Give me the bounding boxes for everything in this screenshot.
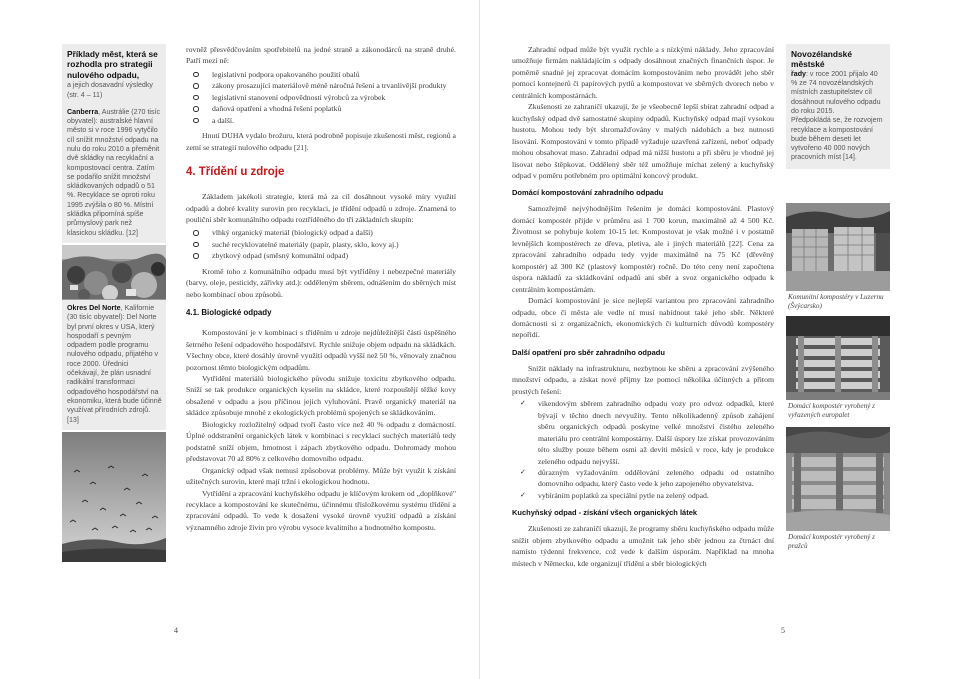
sorting-paragraph: Vytřídění materiálů biologického původu snižuje toxicitu zbytkového odpadu. Sníží se tak produkce organických kyselin na skládce, které rozpouštějí těžké kovy obsažené v odpadu a jsou příčinou jejich vyluhování. Pravě organický materiál na skládce způsobuje mnohé z ekologických problémů spojených se skládkováním. (186, 373, 456, 418)
cities-info-box (62, 44, 166, 243)
del-norte-text: , Kalifornie (30 tisíc obyvatel): Del Norte byl první okres v USA, který hospodaří s pevným odpadem podle programu nulového odpadu, přijatého v roce 2000. Úřednici očekávají, že plán usnadní radikální transformaci odpadového hospodářství na ekonomiku, která bude účinně využívat přírodních zdrojů. [13] (67, 303, 162, 424)
sidebar-subtitle-line2: (str. 4 – 11) (67, 90, 103, 99)
canberra-paragraph (67, 108, 162, 238)
canberra-text: , Austrálie (270 tisíc obyvatel): australské hlavní město si v roce 1996 vytyčilo cíl snížit množství odpadu na nulu do roku 2010 a přeměnit dvě skládky na recyklační a kompostovací centra. Zatím se podařilo snížit množství skládkovaných odpadů o 51 %. Recyklace se oproti roku 1995 zvýšila o 80 %. Místní skládka připomíná spíše průmyslový park než klasickou skládku. [12] (67, 107, 161, 237)
garden-waste-paragraph: Zahradní odpad může být využit rychle a s nízkými náklady. Jeho zpracování umožňuje firmám nakládajícím s odpady dosáhnout značných finančních úspor. Je poměrně snadné jej zpracovat domácím kompostováním nebo provádět jeho sběr pomocí kontejnerů či papírových pytlů a kompostovat ve sběrných dvorech nebo v centrálních kompostárnách. (512, 45, 774, 100)
canberra-name: Canberra (67, 107, 99, 116)
nz-box-label: řady (791, 69, 806, 78)
sidebar-title-line2: rozhodla pro strategii (67, 59, 153, 70)
collection-measures-list (512, 398, 774, 501)
community-composters-image (786, 203, 890, 291)
home-composting-paragraph-2: Domácí kompostování je sice nejlepší variantou pro zpracování zahradního odpadu, obce či města ale vedle ní musí nabídnout také jeho sběr. Některé domácnosti si z organizačních, ekonomických či kulturních důvodů kompostéry nepořídí. (512, 296, 774, 340)
duha-paragraph: Hnutí DUHA vydalo brožuru, která podrobně popisuje zkušenosti měst, regionů a zemí se strategií nulového odpadu [21]. (186, 131, 456, 152)
birds-over-landfill-photo (62, 432, 166, 562)
community-composters-photo (786, 203, 890, 291)
list-item: zákony prosazující materiálově méně náročná řešení a trvanlivější produkty (186, 80, 456, 91)
community-composters-caption: Komunitní kompostéry v Luzernu (Švýcarsko) (788, 292, 884, 310)
page-number-right: 5 (781, 626, 785, 635)
sidebar-subtitle-line1: a jejich dosavadní výsledky (67, 81, 153, 90)
list-item: ✓ důrazným vyžadováním oddělování zeleného odpadu od ostatního domovního odpadu, který často vede k jeho zapojeného obyvatelstva. (512, 467, 774, 490)
list-item: a další. (186, 115, 456, 126)
nz-box-text-1-body: : v roce 2001 přijalo 40 % ze 74 novozélandských místních zastupitelstev cíl dosáhnout nulového odpadu do roku 2015. (791, 69, 881, 115)
sleeper-composter-caption: Domácí kompostér vyrobený z pražců (788, 532, 875, 550)
waste-groups-list (186, 227, 456, 261)
book-gutter (479, 0, 480, 679)
landfill-photo (62, 245, 166, 299)
sleeper-composter-photo (786, 427, 890, 531)
left-sidebar (62, 44, 166, 562)
organic-paragraph: Organický odpad však nemusí způsobovat problémy. Může být využit k získání užitečných surovin, které mají tržní i ekologickou hodnotu. (186, 465, 456, 487)
degradable-paragraph: Biologicky rozložitelný odpad tvoří často více než 40 % odpadu z domácností. Úplné oddstranění organických látek v kombinaci s recyklací suchých materiálů tedy podstatně sníží objem, hmotnost i zápach zbytkového odpadu. Dohromady mohou představovat 70 až 80% z celkového domovního odpadu. (186, 419, 456, 464)
page-number-left: 4 (174, 626, 178, 635)
home-composting-heading: Domácí kompostování zahradního odpadu (512, 188, 664, 198)
sleeper-composter-image (786, 427, 890, 531)
sidebar-title-line1: Příklady měst, která se (67, 49, 158, 59)
kitchen-waste-paragraph: Vytřídění a zpracování kuchyňského odpadu je klíčovým krokem od „doplňkové" recyklace a kompostování ke skutečnému, účinnému třísložkovému systému třídění a zpracování odpadů. To vede k dosažení vysoké úrovně využití odpadů a získání významného zdroje živin pro výrobu vysoce kvalitního a hodnotného kompostu. (186, 488, 456, 532)
list-item: legislativní stanovení odpovědnosti výrobců za výrobek (186, 92, 456, 103)
garden-collection-heading: Další opatření pro sběr zahradního odpadu (512, 347, 665, 357)
pallet-composter-photo (786, 316, 890, 400)
section-heading-4-1: 4.1. Biologické odpady (186, 308, 272, 318)
nz-box-title: Novozélandské městské (791, 49, 852, 70)
list-item: vlhký organický materiál (biologický odpad a další) (186, 227, 456, 238)
left-text-column (186, 44, 456, 533)
experience-paragraph: Zkušenosti ze zahraničí ukazují, že je všeobecně lepší sbírat zahradní odpad a kuchyňský odpad dvě samostatné skupiny odpadů. Kuchyňský odpad mají vysokou hustotu. Mohou tedy být shromažďovány v malých nádobách a bez nutnosti lisování. Kompostování v tomto případě vyžaduje uzavřená zařízení, neboť odpady mohou obsahovat maso. Zahradní odpad má nižší hustotu a při sběru je vhodné jej lisovat nebo štěpkovat. Oddělený sběr též umožňuje míchat zelený a kuchyňský odpad v poměru potřebném pro optimální koncový produkt. (512, 102, 774, 180)
collection-paragraph: Snížit náklady na infrastrukturu, nezbytnou ke sběru a zpracování zvýšeného množství odpadu, a získat nové příjmy lze pomocí několika účinných a přitom prostých řešení: (512, 363, 774, 396)
del-norte-name: Okres Del Norte (67, 303, 121, 312)
home-composting-paragraph-1: Samozřejmě nejvýhodnějším řešením je domácí kompostování. Plastový domácí kompostér přijde v průměru asi 1 700 korun, maximálně až 4 500 Kč. Životnost se pohybuje kolem 10-15 let. Kompostovat je však možné i v postatně levnějších kompostérech ze dřeva, pletiva, ale i jiných materiálů [22]. Cena za zpracování zahradního odpadu tedy vyjde maximálně na 75 Kč (dřevěný kompostér) až 300 Kč (plastový kompostér) ročně. Do této ceny není započtena úspora nákladů za skládkování odpadů ani sběr a svoz organického odpadu k centrálním kompostárnám. (512, 204, 774, 294)
list-item: legislativní podpora opakovaného použití obalů (186, 69, 456, 80)
sidebar-title-line3: nulového odpadu, (67, 69, 140, 80)
legislation-list (186, 69, 456, 126)
right-sidebar (786, 44, 890, 554)
list-item: ✓ vikendovým sběrem zahradního odpadu vozy pro odvoz odpadků, které bývají v těchto dnech nevyužity. Tento několikadenný způsob zahájení sběru organických odpadů poskytne velké množství čistého zeleného materiálu pro centrální kompostárny. Další úspory lze získat provozováním této služby pouze během osmi až devíti měsíců v roce, kdy je produkce zeleného odpadu nejvyšší. (512, 398, 774, 467)
composting-paragraph: Kompostování je v kombinaci s tříděním u zdroje nejdůležitější částí úspěšného šetrného řešení odpadového hospodářství. Rychle snižuje objem odpadu na skládkách. Všechny obce, které dosáhly úrovně využití odpadů vyšší než 50 %, věnovaly značnou pozornost těmto biologickým odpadům. (186, 328, 456, 372)
list-item: ✓ vybíráním poplatků za speciální pytle na zelený odpad. (512, 490, 774, 501)
kitchen-waste-heading: Kuchyňský odpad - získání všech organických látek (512, 508, 698, 518)
basis-paragraph: Základem jakékoli strategie, která má za cíl dosáhnout vysoké míry využití odpadů a dobré kvality surovin pro recyklaci, je třídění odpadů u zdroje. Znamená to pouliční sběr komunálního odpadu roztříděného do tří základních skupin: (186, 192, 456, 224)
list-item: suché recyklovatelné materiály (papír, plasty, sklo, kovy aj.) (186, 239, 456, 250)
del-norte-box (62, 300, 166, 430)
nz-box-text-1 (791, 70, 886, 116)
list-item: zbytkový odpad (směsný komunální odpad) (186, 250, 456, 261)
intro-paragraph: rovněž přesvědčováním spotřebitelů na jedné straně a zákonodárců na straně druhé. Patří mezi ně: (186, 45, 456, 66)
del-norte-paragraph (67, 304, 162, 425)
section-heading-4: 4. Třídění u zdroje (186, 166, 285, 179)
new-zealand-box (786, 44, 890, 169)
pallet-composter-caption: Domácí kompostér vyrobený z vyřazených europalet (788, 401, 875, 419)
landfill-photo-image (62, 245, 166, 299)
hazardous-paragraph: Kromě toho z komunálního odpadu musí být vytříděny i nebezpečné materiály (barvy, oleje, pesticidy, zářivky atd.): odděleným sběrem, odnášením do sběrných míst nebo kombinací obou způsobů. (186, 266, 456, 299)
kitchen-collection-paragraph: Zkušenosti ze zahraničí ukazují, že programy sběru kuchyňského odpadu může snížit objem zbytkového odpadu a umožnit tak jeho sběr jednou za čtrnáct dní namísto týdenní frekvence, což vede k dalším úsporám. Například na mnoha místech v Německu, kde organizují třídění a sběr biologických (512, 524, 774, 568)
right-text-column (512, 44, 774, 569)
nz-box-text-2: Předpokládá se, že rozvojem recyklace a kompostování bude během deseti let vytvořeno 40 000 nových pracovních míst [14]. (791, 116, 883, 162)
birds-photo-image (62, 432, 166, 562)
pallet-composter-image (786, 316, 890, 400)
list-item: daňová opatření a vhodná řešení poplatků (186, 103, 456, 114)
